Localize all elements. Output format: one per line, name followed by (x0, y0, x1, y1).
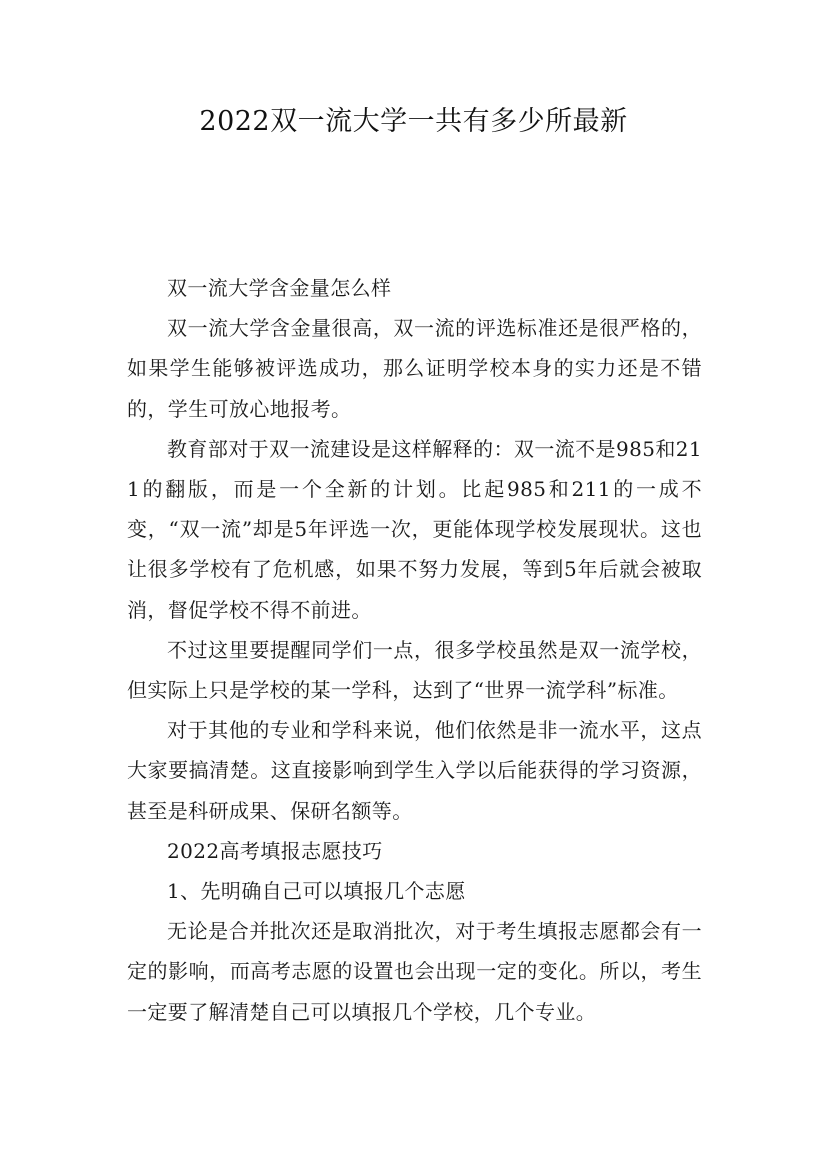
section-heading-tips: 2022高考填报志愿技巧 (167, 838, 383, 863)
document-title: 2022双一流大学一共有多少所最新 (199, 106, 628, 137)
paragraph: 双一流大学含金量很高，双一流的评选标准还是很严格的，如果学生能够被评选成功，那么证明学校本身的实力还是不错的，学生可放心地报考。 (127, 316, 702, 421)
subheading-step-1: 1、先明确自己可以填报几个志愿 (167, 879, 466, 904)
paragraph: 不过这里要提醒同学们一点，很多学校虽然是双一流学校，但实际上只是学校的某一学科，达到了“世界一流学科”标准。 (127, 637, 702, 703)
section-heading-quality: 双一流大学含金量怎么样 (167, 276, 392, 300)
paragraph: 对于其他的专业和学科来说，他们依然是非一流水平，这点大家要搞清楚。这直接影响到学生入学以后能获得的学习资源，甚至是科研成果、保研名额等。 (127, 718, 702, 823)
paragraph: 教育部对于双一流建设是这样解释的：双一流不是985和211的翻版，而是一个全新的计划。比起985和211的一成不变，“双一流”却是5年评选一次，更能体现学校发展现状。这也让很多学校有了危机感，如果不努力发展，等到5年后就会被取消，督促学校不得不前进。 (127, 436, 702, 622)
document-body (127, 268, 702, 1032)
paragraph: 无论是合并批次还是取消批次，对于考生填报志愿都会有一定的影响，而高考志愿的设置也会出现一定的变化。所以，考生一定要了解清楚自己可以填报几个学校，几个专业。 (127, 919, 702, 1024)
